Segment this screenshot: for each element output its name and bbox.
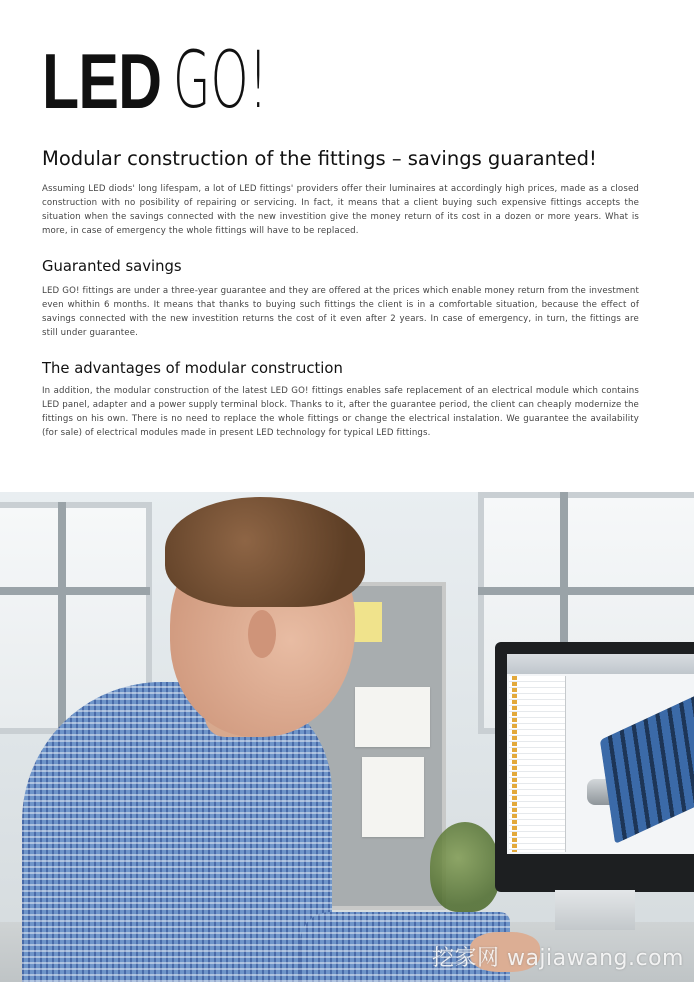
hair — [165, 497, 365, 607]
section-text-modular-advantages: In addition, the modular construction of the latest LED GO! fittings enables safe replacement of an electrical module which contains LED panel, adapter and a power supply terminal block. Thanks to it, after the guarantee period, the client can cheaply modernize the fittings on his own. There is no need to replace the whole fittings or change the electrical instalation. We guarantee the availability (for sale) of electrical modules made in present LED technology for typical LED fittings. — [42, 386, 639, 438]
office-photo — [0, 492, 694, 982]
intro-paragraph: Assuming LED diods' long lifespam, a lot of LED fittings' providers offer their luminaires at accordingly high prices, made as a closed construction with no posibility of repairing or servicing. In fact, it means that a client buying such expensive fittings accepts the situation when the savings connected with the new investition give the money return of its cost in a dozen or more years. What is more, in case of emergency the whole fittings will have to be replaced. — [42, 184, 639, 236]
brand-logo — [42, 36, 326, 126]
ear — [248, 610, 276, 658]
article-content — [42, 145, 639, 440]
logo-bold-text: LED — [42, 37, 162, 125]
watermark-text: 挖家网 wajiawang.com — [431, 946, 684, 971]
section-heading-guaranted-savings: Guaranted savings — [42, 258, 182, 275]
page-title: Modular construction of the fittings – savings guaranted! — [42, 147, 597, 170]
section-text-guaranted-savings: LED GO! fittings are under a three-year guarantee and they are offered at the prices which enable money return from the investment even whithin 6 months. It means that thanks to buying such fittings the client is in a comfortable situation, because the effect of savings connected with the new investition returns the cost of it even after 2 years. In case of emergency, in turn, the fittings are still under guarantee. — [42, 286, 639, 338]
section-heading-modular-advantages: The advantages of modular construction — [42, 360, 343, 377]
man-at-computer — [0, 492, 694, 982]
logo-thin-text: GO! — [173, 36, 268, 126]
